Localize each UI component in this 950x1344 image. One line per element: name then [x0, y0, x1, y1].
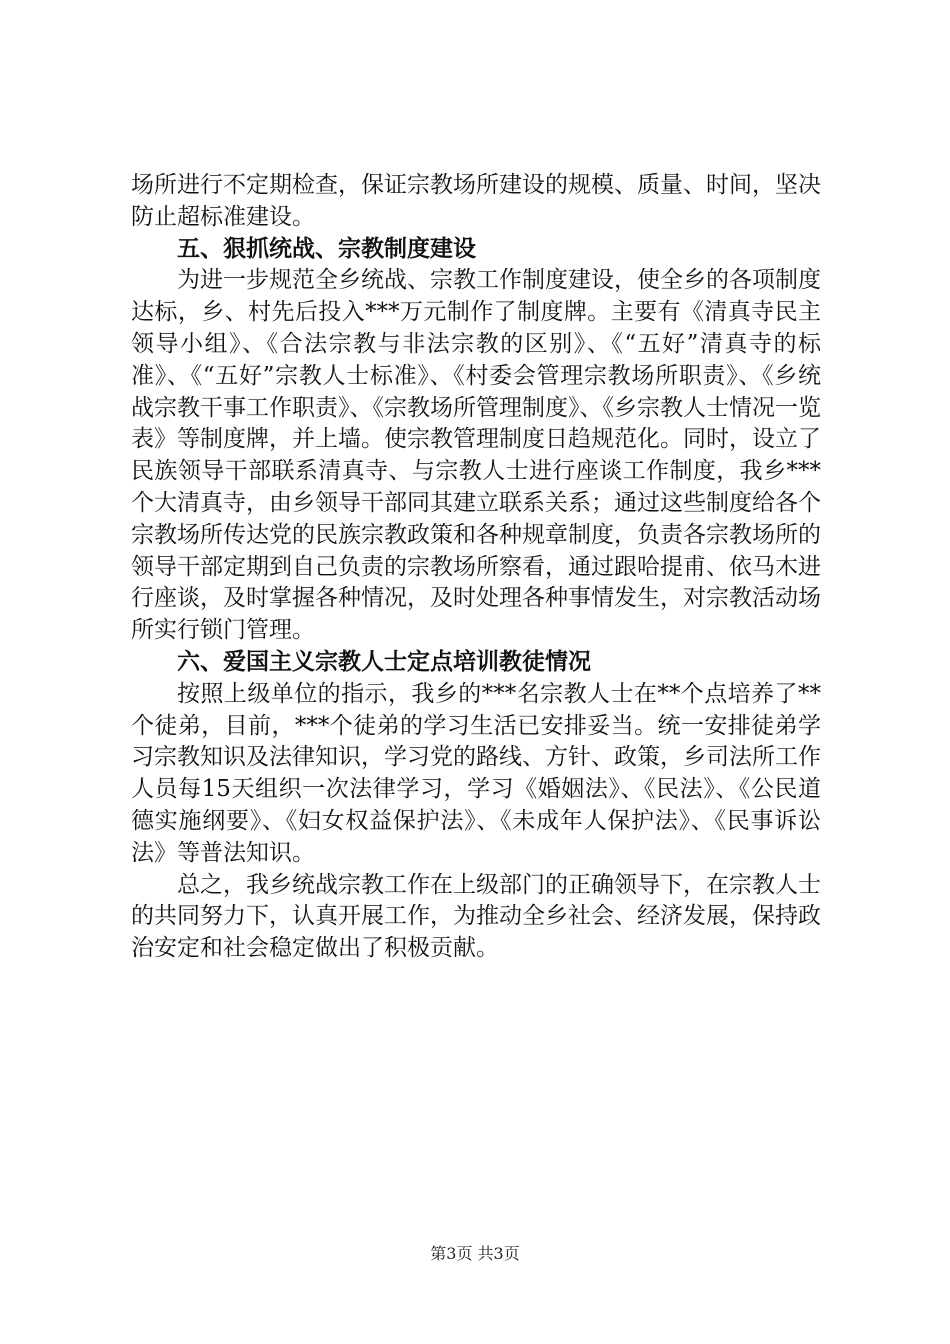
document-body — [131, 170, 821, 965]
section-heading-six: 六、爱国主义宗教人士定点培训教徒情况 — [177, 648, 591, 675]
paragraph-training: 按照上级单位的指示，我乡的***名宗教人士在**个点培养了**个徒弟，目前，***个徒弟的学习生活已安排妥当。统一安排徒弟学习宗教知识及法律知识，学习党的路线、方针、政策，乡司法所工作人员每15天组织一次法律学习，学习《婚姻法》、《民法》、《公民道德实施纲要》、《妇女权益保护法》、《未成年人保护法》、《民事诉讼法》等普法知识。 — [131, 680, 821, 866]
paragraph-system-building: 为进一步规范全乡统战、宗教工作制度建设，使全乡的各项制度达标，乡、村先后投入***万元制作了制度牌。主要有《清真寺民主领导小组》、《合法宗教与非法宗教的区别》、《“五好”清真寺的标准》、《“五好”宗教人士标准》、《村委会管理宗教场所职责》、《乡统战宗教干事工作职责》、《宗教场所管理制度》、《乡宗教人士情况一览表》等制度牌，并上墙。使宗教管理制度日趋规范化。同时，设立了民族领导干部联系清真寺、与宗教人士进行座谈工作制度，我乡***个大清真寺，由乡领导干部同其建立联系关系；通过这些制度给各个宗教场所传达党的民族宗教政策和各种规章制度，负责各宗教场所的领导干部定期到自己负责的宗教场所察看，通过跟哈提甫、依马木进行座谈，及时掌握各种情况，及时处理各种事情发生，对宗教活动场所实行锁门管理。 — [131, 267, 821, 644]
paragraph-conclusion: 总之，我乡统战宗教工作在上级部门的正确领导下，在宗教人士的共同努力下，认真开展工作，为推动全乡社会、经济发展，保持政治安定和社会稳定做出了积极贡献。 — [131, 871, 821, 962]
section-heading-five: 五、狠抓统战、宗教制度建设 — [177, 235, 476, 262]
page-number: 第3页 共3页 — [430, 1244, 520, 1263]
paragraph-continuation: 场所进行不定期检查，保证宗教场所建设的规模、质量、时间，坚决防止超标准建设。 — [131, 172, 821, 230]
